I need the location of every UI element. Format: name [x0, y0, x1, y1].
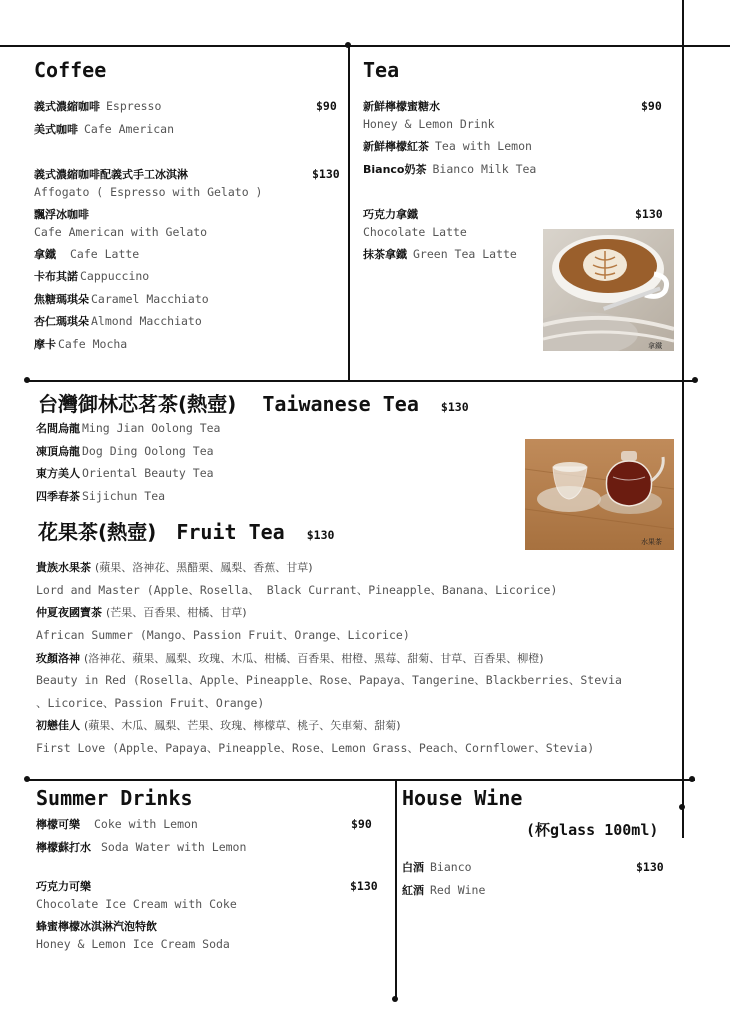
item-zh: 檸檬可樂 [36, 818, 80, 831]
item-price: $90 [351, 817, 372, 831]
item-en: Affogato ( Espresso with Gelato ) [34, 185, 263, 199]
menu-item [34, 99, 161, 114]
item-zh: 仲夏夜國寶茶 [36, 606, 102, 619]
latte-cup-illustration [543, 229, 674, 351]
menu-item [36, 560, 313, 575]
item-en: Honey & Lemon Ice Cream Soda [36, 937, 230, 951]
item-en: Lord and Master (Apple、Rosella、 Black Currant、Pineapple、Banana、Licorice) [36, 583, 558, 597]
menu-item [34, 269, 149, 284]
item-ingredients: (蘋果、木瓜、鳳梨、芒果、玫瑰、檸檬草、桃子、矢車菊、甜菊) [84, 719, 401, 732]
item-price: $90 [641, 99, 662, 113]
section-title-zh: 台灣御林芯茗茶(熱壺) [38, 392, 237, 416]
menu-item [363, 139, 532, 154]
bottom-center-divider [395, 779, 397, 999]
item-zh: 檸檬蘇打水 [36, 841, 91, 854]
item-en: 、Licorice、Passion Fruit、Orange) [36, 696, 265, 710]
item-price: $130 [635, 207, 663, 221]
item-zh: 蜂蜜檸檬冰淇淋汽泡特飲 [36, 920, 157, 933]
item-en: African Summer (Mango、Passion Fruit、Orange、Licorice) [36, 628, 410, 642]
item-en: Chocolate Latte [363, 225, 467, 239]
item-zh: 白酒 [402, 861, 424, 874]
teapot-illustration [525, 439, 674, 550]
section-price: $130 [306, 528, 335, 542]
item-en: Honey & Lemon Drink [363, 117, 495, 131]
item-zh: 義式濃縮咖啡配義式手工冰淇淋 [34, 168, 188, 181]
item-en: Oriental Beauty Tea [82, 466, 214, 480]
section-title-zh: 花果茶(熱壺) [38, 520, 157, 544]
menu-item [36, 718, 401, 733]
item-zh: 新鮮檸檬蜜糖水 [363, 100, 440, 113]
item-en: Dog Ding Oolong Tea [82, 444, 214, 458]
taiwanese-tea-title [38, 388, 469, 417]
fruit-tea-photo [525, 439, 674, 550]
menu-item [402, 883, 485, 898]
item-zh: 摩卡 [34, 338, 56, 351]
menu-item [34, 207, 89, 222]
menu-item [36, 466, 214, 481]
house-wine-title: House Wine [402, 786, 523, 810]
item-en: Chocolate Ice Cream with Coke [36, 897, 237, 911]
item-en: Bianco Milk Tea [432, 162, 537, 176]
item-price: $130 [350, 879, 378, 893]
item-en: Tea with Lemon [435, 139, 532, 153]
section-title-en: Fruit Tea [176, 520, 285, 544]
item-en: Soda Water with Lemon [101, 840, 247, 854]
right-border [682, 0, 684, 838]
item-zh: 玫顏洛神 [36, 652, 80, 665]
menu-item [34, 292, 209, 307]
divider-dot [24, 377, 30, 383]
item-ingredients: (芒果、百香果、柑橘、甘草) [106, 606, 247, 619]
menu-item [34, 314, 202, 329]
fruit-tea-photo-caption: 水果茶 [641, 538, 662, 546]
item-en: First Love (Apple、Papaya、Pineapple、Rose、Lemon Grass、Peach、Cornflower、Stevia) [36, 741, 595, 755]
item-en: Caramel Macchiato [91, 292, 209, 306]
menu-item [36, 651, 544, 666]
latte-photo-caption: 拿鐵 [648, 342, 662, 350]
divider-dot [392, 996, 398, 1002]
menu-item [36, 840, 246, 855]
divider-dot [345, 42, 351, 48]
divider-dot [679, 804, 685, 810]
tea-title: Tea [363, 58, 400, 82]
item-en: Bianco [430, 860, 472, 874]
item-zh: 飄浮冰咖啡 [34, 208, 89, 221]
item-ingredients: (蘋果、洛神花、黑醋栗、鳳梨、香蕉、甘草) [95, 561, 313, 574]
item-zh: Bianco奶茶 [363, 163, 427, 176]
item-zh: 東方美人 [36, 467, 80, 480]
menu-item [363, 207, 418, 222]
item-zh: 巧克力拿鐵 [363, 208, 418, 221]
item-price: $90 [316, 99, 337, 113]
menu-item [36, 919, 157, 934]
item-en: Cafe Latte [70, 247, 140, 261]
item-en: Red Wine [430, 883, 486, 897]
item-en: Coke with Lemon [94, 817, 198, 831]
item-price: $130 [636, 860, 664, 874]
menu-item [34, 247, 139, 262]
menu-item [36, 489, 165, 504]
item-en: Almond Macchiato [91, 314, 202, 328]
item-ingredients: (洛神花、蘋果、鳳梨、玫瑰、木瓜、柑橘、百香果、柑橙、黑莓、甜菊、甘草、百香果、柳橙) [84, 652, 544, 665]
divider-dot [24, 776, 30, 782]
menu-item [363, 162, 536, 177]
item-zh: 拿鐵 [34, 248, 56, 261]
menu-item [34, 337, 127, 352]
item-en: Cafe American [84, 122, 175, 136]
section-price: $130 [440, 400, 469, 414]
top-divider [0, 45, 730, 47]
middle-divider [27, 380, 697, 382]
item-zh: 紅酒 [402, 884, 424, 897]
menu-item [363, 247, 517, 262]
item-en: Ming Jian Oolong Tea [82, 421, 221, 435]
item-en: Beauty in Red (Rosella、Apple、Pineapple、Rose、Papaya、Tangerine、Blackberries、Stevia [36, 673, 622, 687]
top-center-divider [348, 45, 350, 380]
item-en: Espresso [106, 99, 162, 113]
item-zh: 初戀佳人 [36, 719, 80, 732]
item-zh: 四季春茶 [36, 490, 80, 503]
menu-item [363, 99, 440, 114]
item-zh: 義式濃縮咖啡 [34, 100, 100, 113]
menu-item [34, 122, 174, 137]
item-en: Cafe Mocha [58, 337, 128, 351]
menu-item [34, 167, 188, 182]
item-zh: 貴族水果茶 [36, 561, 91, 574]
item-en: Green Tea Latte [413, 247, 517, 261]
item-price: $130 [312, 167, 340, 181]
item-zh: 杏仁瑪琪朵 [34, 315, 89, 328]
item-zh: 卡布其諾 [34, 270, 78, 283]
item-zh: 凍頂烏龍 [36, 445, 80, 458]
item-zh: 名間烏龍 [36, 422, 80, 435]
house-wine-subtitle: (杯glass 100ml) [526, 821, 659, 839]
item-zh: 抹茶拿鐵 [363, 248, 407, 261]
menu-item [402, 860, 472, 875]
menu-item [36, 444, 214, 459]
coffee-title: Coffee [34, 58, 107, 82]
item-en: Sijichun Tea [82, 489, 166, 503]
menu-item [36, 421, 220, 436]
menu-item [36, 605, 247, 620]
menu-item [36, 879, 91, 894]
latte-photo [543, 229, 674, 351]
item-zh: 焦糖瑪琪朵 [34, 293, 89, 306]
summer-drinks-title: Summer Drinks [36, 786, 193, 810]
item-en: Cappuccino [80, 269, 150, 283]
section-title-en: Taiwanese Tea [262, 392, 419, 416]
lower-divider [27, 779, 695, 781]
item-zh: 新鮮檸檬紅茶 [363, 140, 429, 153]
item-en: Cafe American with Gelato [34, 225, 208, 239]
item-zh: 美式咖啡 [34, 123, 78, 136]
divider-dot [692, 377, 698, 383]
divider-dot [689, 776, 695, 782]
menu-item [36, 817, 198, 832]
item-zh: 巧克力可樂 [36, 880, 91, 893]
fruit-tea-title [38, 516, 334, 545]
